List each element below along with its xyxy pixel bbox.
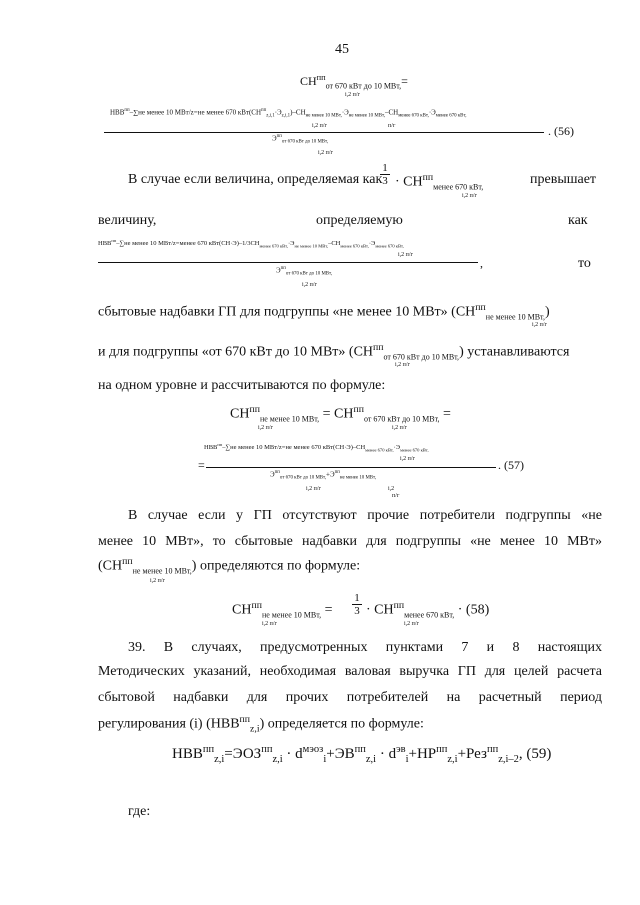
formula-59: $НВВ^{пп}_{z,i}=ЭОЗ^{пп}_{z,i} \cdot d^{мэоз}_i+ЭВ^{пп}_{z,i} \cdot d^{эв}_i+НР^{пп}_{z,i}+Рез^{пп}_{z,i-2}$, (59) xyxy=(172,744,552,765)
f56-head: СН xyxy=(300,74,317,88)
p4-line2: Методических указаний, необходимая валовая выручка ГП для целей расчета xyxy=(98,664,602,679)
p4-line3: сбытовой надбавки для прочих потребителей на расчетный период xyxy=(98,690,602,705)
p4-line4: регулирования (i) $(НВВ^{пп}_{z,i})$ определяется по формуле: xyxy=(98,714,424,735)
p3-line3: $(СН^{пп}_{не менее 10 МВт,})$ определяются по формуле: xyxy=(98,556,361,576)
page-number: 45 xyxy=(335,42,349,57)
where-label: где: xyxy=(128,804,151,819)
f57-label: . (57) xyxy=(498,458,524,472)
p3-line1: В случае если у ГП отсутствуют прочие потребители подгруппы «не xyxy=(128,508,602,523)
p3-line2: менее 10 МВт», то сбытовые надбавки для подгруппы «не менее 10 МВт» xyxy=(98,534,602,549)
p4-line1: 39. В случаях, предусмотренных пунктами 7 и 8 настоящих xyxy=(128,640,602,655)
p2-line2: и для подгруппы «от 670 кВт до 10 МВт» $(СН^{пп}_{от 670 кВт до 10 МВт,})$ устанавливаются xyxy=(98,342,570,362)
f56-numerator: $НВВ^{пп}-\sum не$ менее 10 МВт/z=не менее 670 $кВт(СН^{пп}_{z,i,1}\cdot Э_{z,i,1})-СН_{не менее 10 МВт,}\cdot Э_{не менее 10 МВт,}-СН_{менее 670 кВт,}\cdot Э_{менее 670 кВт,}$ xyxy=(110,108,467,119)
p2-line1: сбытовые надбавки ГП для подгруппы «не менее 10 МВт» $(СН^{пп}_{не менее 10 МВт,})$ xyxy=(98,302,550,322)
p2-line3: на одном уровне и рассчитываются по формуле: xyxy=(98,378,386,393)
f56-fraction-line xyxy=(104,132,544,133)
f56-label: . (56) xyxy=(548,124,574,138)
p1-line1: В случае если величина, определяемая как xyxy=(128,172,383,187)
